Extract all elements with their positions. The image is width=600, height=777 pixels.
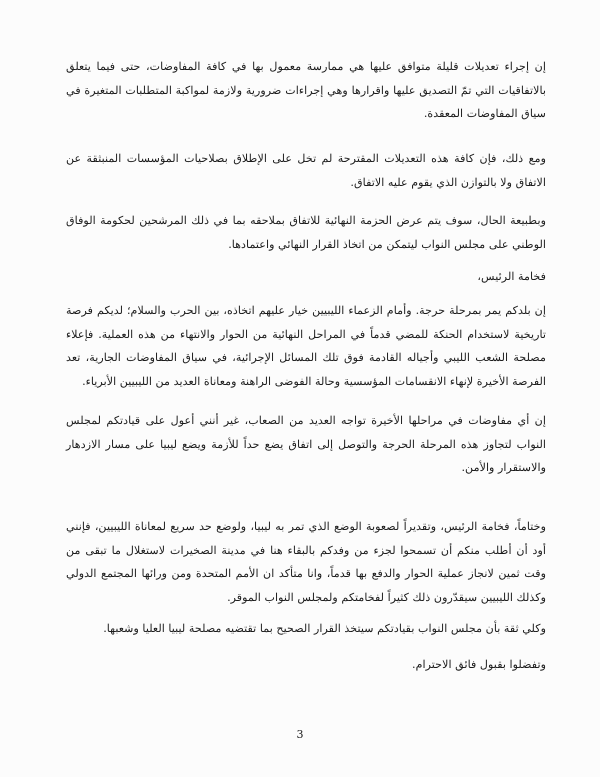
paragraph-final-package: وبطبيعة الحال، سوف يتم عرض الحزمة النهائية للاتفاق بملاحقه بما في ذلك المرشحين لحكومة الوفاق الوطني على مجلس النواب ليتمكن من اتخاذ القرار النهائي واعتمادها. xyxy=(66,214,546,251)
paragraph-closing-regards: وتفضلوا بقبول فائق الاحترام. xyxy=(412,658,546,671)
paragraph-salutation: فخامة الرئيس، xyxy=(477,270,546,283)
paragraph-final-stages: إن أي مفاوضات في مراحلها الأخيرة تواجه العديد من الصعاب، غير أنني أعول على قيادتكم لمجلس النواب لتجاوز هذه المرحلة الحرجة والتوصل إلى اتفاق يضع حداً للأزمة ويضع ليبيا على مسار الازدهار والاستقرار والأمن. xyxy=(66,414,546,474)
paragraph-conclusion: وختاماً، فخامة الرئيس، وتقديراً لصعوبة الوضع الذي تمر به ليبيا، ولوضع حد سريع لمعاناة الليبيين، فإنني أود أن أطلب منكم أن تسمحوا لجزء من وفدكم بالبقاء هنا في مدينة الصخيرات لاستغلال ما تبقى من وقت ثمين لانجاز عملية الحوار والدفع بها قدماً، وانا متأكد ان الأمم المتحدة ومن ورائها المجتمع الدولي وكذلك الليبيين سيقدّرون ذلك كثيراً لفخامتكم ولمجلس النواب الموقر. xyxy=(66,520,546,604)
paragraph-amendments: إن إجراء تعديلات قليلة متوافق عليها هي ممارسة معمول بها في كافة المفاوضات، حتى فيما يتعلق بالاتفاقيات التي تمّ التصديق عليها واقرارها وهي إجراءات ضرورية ولازمة لمواكبة المتطلبات المتغيرة في سياق المفاوضات المعقدة. xyxy=(66,60,546,120)
paragraph-confidence: وكلي ثقة بأن مجلس النواب بقيادتكم سيتخذ القرار الصحيح بما تقتضيه مصلحة ليبيا العليا وشعبها. xyxy=(103,622,546,635)
paragraph-however: ومع ذلك، فإن كافة هذه التعديلات المقترحة لم تخل على الإطلاق بصلاحيات المؤسسات المنبثقة عن الاتفاق ولا بالتوازن الذي يقوم عليه الاتفاق. xyxy=(66,152,546,189)
page-number: 3 xyxy=(296,728,304,741)
paragraph-critical-stage: إن بلدكم يمر بمرحلة حرجة. وأمام الزعماء الليبيين خيار عليهم اتخاذه، بين الحرب والسلام؛ لديكم فرصة تاريخية لاستخدام الحنكة للمضي قدماً في المراحل النهائية من الحوار والانتهاء من هذه العملية. فإعلاء مصلحة الشعب الليبي وأجياله القادمة فوق تلك المسائل الإجرائية، في سياق المفاوضات الجارية، تعد الفرصة الأخيرة لإنهاء الانقسامات المؤسسية وحالة الفوضى الراهنة ومعاناة العديد من الليبيين الأبرياء. xyxy=(66,304,546,388)
